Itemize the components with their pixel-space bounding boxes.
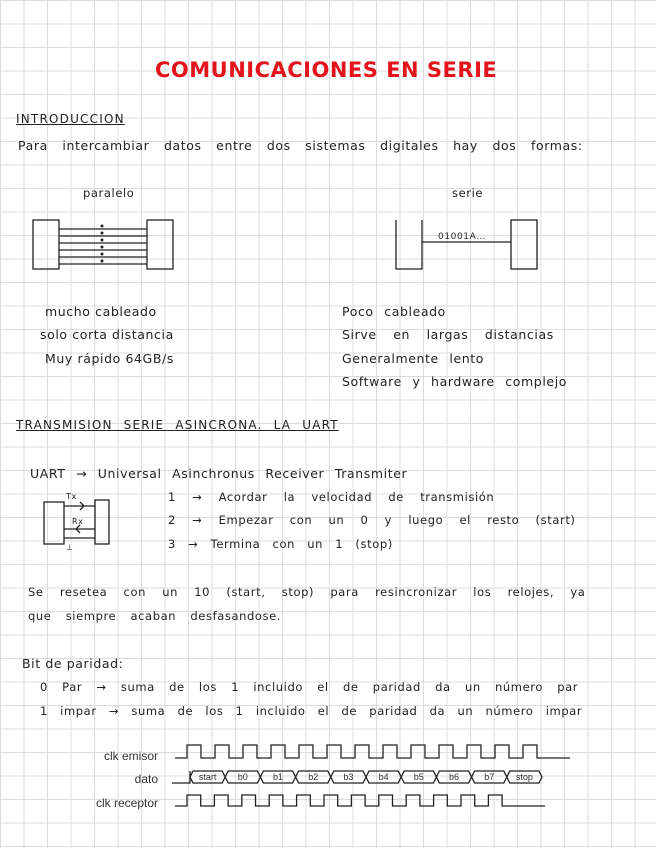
data-bit-label-b1: b1 bbox=[272, 772, 284, 782]
serial-diagram bbox=[396, 220, 537, 269]
clk-receptor-waveform bbox=[175, 795, 545, 806]
parity-line-even: 0 Par → suma de los 1 incluido el de paridad da un número par bbox=[40, 680, 579, 694]
data-bit-label-b0: b0 bbox=[237, 772, 248, 782]
section-heading-uart: TRANSMISION SERIE ASINCRONA. LA UART bbox=[16, 418, 339, 432]
reset-note-line-1: Se resetea con un 10 (start, stop) para resincronizar los relojes, ya bbox=[28, 585, 586, 599]
serial-point-2: Sirve en largas distancias bbox=[342, 327, 554, 342]
dato-idle-line bbox=[172, 771, 190, 783]
signal-label-clk-receptor: clk receptor bbox=[95, 796, 158, 810]
section-heading-introduccion: INTRODUCCION bbox=[16, 112, 125, 126]
uart-step-1: 1 → Acordar la velocidad de transmisión bbox=[168, 490, 495, 504]
data-bit-cells bbox=[172, 771, 542, 783]
data-bit-label-b6: b6 bbox=[448, 772, 460, 782]
serial-left-device bbox=[396, 220, 422, 269]
uart-step-2: 2 → Empezar con un 0 y luego el resto (start) bbox=[168, 513, 576, 527]
data-bit-label-stop: stop bbox=[515, 772, 533, 782]
serial-point-4: Software y hardware complejo bbox=[342, 374, 568, 389]
uart-left-device bbox=[44, 502, 64, 544]
parity-heading: Bit de paridad: bbox=[22, 656, 124, 671]
uart-right-device bbox=[95, 500, 109, 544]
data-bit-label-b7: b7 bbox=[484, 772, 495, 782]
uart-definition: UART → Universal Asinchronus Receiver Transmiter bbox=[30, 466, 408, 481]
uart-step-3: 3 → Termina con un 1 (stop) bbox=[168, 537, 393, 551]
signal-label-clk-emisor: clk emisor bbox=[103, 749, 158, 763]
reset-note-line-2: que siempre acaban desfasandose. bbox=[28, 609, 282, 623]
parity-line-odd: 1 impar → suma de los 1 incluido el de paridad da un número impar bbox=[40, 704, 583, 718]
uart-tx-label: Tx bbox=[66, 492, 77, 501]
data-bit-label-start: start bbox=[198, 772, 217, 782]
serial-right-device bbox=[511, 220, 537, 269]
serial-point-1: Poco cableado bbox=[342, 304, 446, 319]
page-title: COMUNICACIONES EN SERIE bbox=[155, 58, 498, 82]
data-bit-label-b3: b3 bbox=[343, 772, 354, 782]
intro-text: Para intercambiar datos entre dos sistemas digitales hay dos formas: bbox=[18, 138, 583, 153]
signal-label-dato: dato bbox=[134, 772, 158, 786]
serial-wire-text: 01001A… bbox=[438, 232, 486, 242]
parallel-point-1: mucho cableado bbox=[45, 304, 157, 319]
uart-rx-label: Rx bbox=[72, 517, 84, 526]
data-bit-label-b4: b4 bbox=[378, 772, 389, 782]
uart-diagram bbox=[44, 500, 109, 544]
serial-point-3: Generalmente lento bbox=[342, 351, 485, 366]
data-bit-label-b5: b5 bbox=[413, 772, 424, 782]
clk-emisor-waveform bbox=[175, 745, 570, 758]
parallel-label: paralelo bbox=[83, 186, 135, 200]
uart-gnd-label: ⊥ bbox=[66, 543, 74, 552]
parallel-left-device bbox=[33, 220, 59, 269]
data-bit-label-b2: b2 bbox=[308, 772, 319, 782]
parallel-point-3: Muy rápido 64GB/s bbox=[45, 351, 174, 366]
timing-diagram bbox=[96, 745, 570, 810]
parallel-point-2: solo corta distancia bbox=[40, 327, 174, 342]
parallel-diagram bbox=[33, 220, 173, 269]
serial-label: serie bbox=[452, 186, 484, 200]
parallel-right-device bbox=[147, 220, 173, 269]
